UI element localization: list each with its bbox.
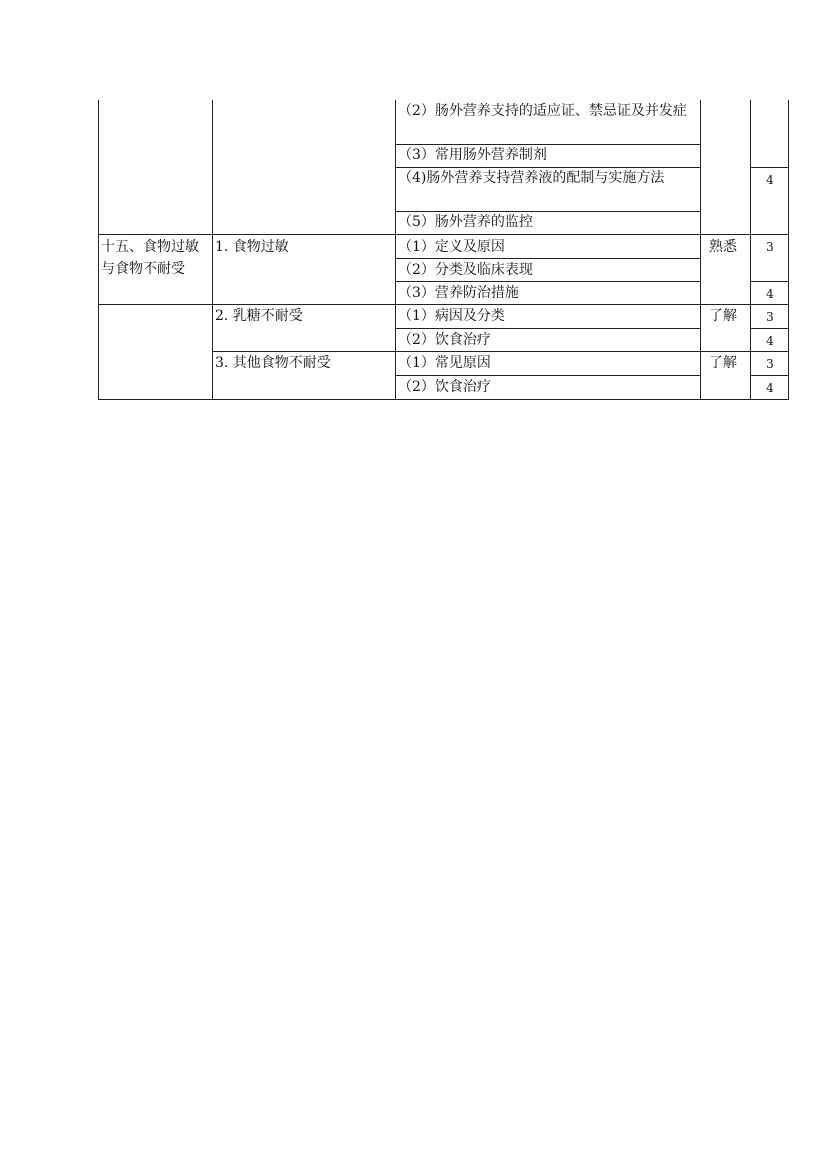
content-item: （2）饮食治疗: [398, 332, 491, 348]
level-value: 4: [766, 334, 774, 348]
level-value: 3: [766, 357, 774, 371]
table-col-divider: [212, 100, 213, 400]
requirement-label: 了解: [709, 355, 737, 371]
content-item: （3）营养防治措施: [398, 285, 519, 301]
level-value: 4: [766, 173, 774, 187]
content-item: （1）常见原因: [398, 355, 491, 371]
content-item: （2）分类及临床表现: [398, 262, 533, 278]
row-divider: [750, 375, 789, 376]
content-item: （4)肠外营养支持营养液的配制与实施方法: [398, 170, 665, 186]
section-divider: [98, 234, 789, 235]
level-value: 4: [766, 287, 774, 301]
table-border-bottom: [98, 399, 789, 400]
content-item: （1）病因及分类: [398, 308, 505, 324]
table-border-left: [98, 100, 99, 400]
topic-label: 1. 食物过敏: [215, 239, 289, 255]
topic-label: 3. 其他食物不耐受: [215, 355, 331, 371]
content-item: （1）定义及原因: [398, 239, 505, 255]
row-divider: [750, 167, 789, 168]
content-item: （3）常用肠外营养制剂: [398, 147, 547, 163]
content-item: （2）饮食治疗: [398, 379, 491, 395]
content-item: （5）肠外营养的监控: [398, 214, 533, 230]
row-divider: [750, 281, 789, 282]
topic-label: 2. 乳糖不耐受: [215, 308, 303, 324]
table-col-divider: [395, 100, 396, 400]
level-value: 3: [766, 240, 774, 254]
row-divider: [750, 328, 789, 329]
level-value: 3: [766, 310, 774, 324]
table-col-divider: [700, 100, 701, 400]
requirement-label: 了解: [709, 308, 737, 324]
content-item: （2）肠外营养支持的适应证、禁忌证及并发症: [398, 103, 687, 119]
level-value: 4: [766, 381, 774, 395]
requirement-label: 熟悉: [709, 239, 737, 255]
section-title: 十五、食物过敏与食物不耐受: [101, 239, 199, 277]
